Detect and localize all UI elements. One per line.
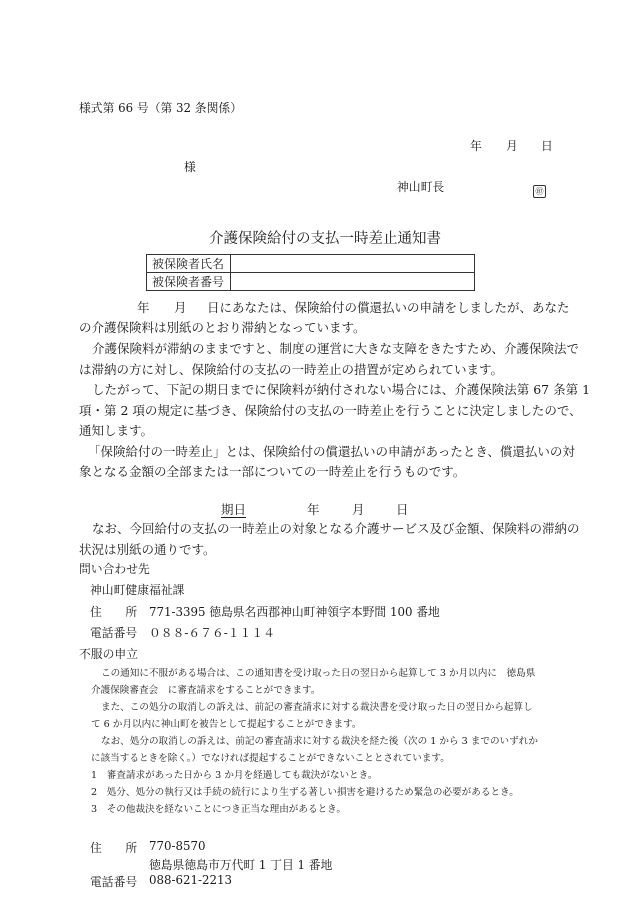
board-phone-label: 電話番号: [90, 875, 138, 889]
appeal-heading: 不服の申立: [79, 647, 138, 661]
document-title: 介護保険給付の支払一時差止通知書: [209, 231, 441, 247]
body-p1-line2: の介護保険料は別紙のとおり滞納となっています。: [79, 320, 366, 335]
appeal-line3: また、この処分の取消しの訴えは、前記の審査請求に対する裁決書を受け取った日の翌日から起算し: [101, 702, 533, 713]
body-p1-month: 月: [174, 300, 187, 315]
due-date-day: 日: [396, 502, 409, 517]
body-p2-line2: は滞納の方に対し、保険給付の支払の一時差止の措置が定められています。: [79, 362, 504, 377]
table-row: [147, 255, 475, 273]
insured-person-table: [146, 254, 475, 291]
appeal-line6: に該当するときを除く。）でなければ提起することができないこととされています。: [91, 753, 450, 764]
seal-icon: ㊞: [533, 179, 546, 198]
body-p1-year: 年: [137, 300, 150, 315]
note-line2: 状況は別紙の通りです。: [79, 542, 216, 557]
contact-phone-label: 電話番号: [90, 626, 138, 640]
body-p3-line1: したがって、下記の期日までに保険料が納付されない場合には、介護保険法第 67 条第 1: [92, 382, 591, 397]
table-row: [147, 273, 475, 291]
appeal-line2: 介護保険審査会 に審査請求をすることができます。: [91, 685, 321, 696]
contact-address: 771-3395 徳島県名西郡神山町神領字本野間 100 番地: [149, 605, 440, 619]
board-postal: 770-8570: [149, 839, 206, 853]
appeal-line5: なお、処分の取消しの訴えは、前記の審査請求に対する裁決を経た後（次の 1 から 3 までのいずれか: [101, 736, 538, 747]
contact-heading: 問い合わせ先: [79, 562, 150, 576]
contact-phone: ０８８-６７６-１１１４: [149, 626, 275, 640]
due-date-label: 期日: [221, 502, 247, 517]
body-p3-line2: 項・第 2 項の規定に基づき、保険給付の支払の一時差止を行うことに決定しましたので、: [79, 403, 582, 418]
date-year: 年: [470, 139, 482, 153]
insured-number-value: [231, 273, 475, 291]
issuer-name: 神山町長: [397, 180, 445, 194]
insured-name-value: [231, 255, 475, 273]
appeal-line4: て 6 か月以内に神山町を被告として提起することができます。: [91, 719, 362, 730]
due-date-year: 年: [307, 502, 320, 517]
board-phone: 088-621-2213: [149, 873, 233, 887]
insured-number-label: 被保険者番号: [147, 273, 231, 291]
contact-dept: 神山町健康福祉課: [90, 583, 185, 597]
due-date: [221, 500, 407, 518]
date-month: 月: [506, 139, 518, 153]
insured-name-label: 被保険者氏名: [147, 255, 231, 273]
board-address-label: 住 所: [90, 841, 138, 855]
date-day: 日: [541, 139, 553, 153]
due-date-month: 月: [352, 502, 365, 517]
body-p1-line1: 日にあなたは、保険給付の償還払いの申請をしましたが、あなた: [207, 300, 570, 315]
appeal-item-3: 3 その他裁決を経ないことにつき正当な理由があるとき。: [91, 804, 346, 815]
appeal-item-2: 2 処分、処分の執行又は手続の続行により生ずる著しい損害を避けるため緊急の必要があるとき。: [91, 787, 519, 798]
note-line1: なお、今回給付の支払の一時差止の対象となる介護サービス及び金額、保険料の滞納の: [92, 521, 580, 536]
form-number: 様式第 66 号（第 32 条関係）: [79, 101, 242, 115]
appeal-line1: この通知に不服がある場合は、この通知書を受け取った日の翌日から起算して 3 か月以内に 徳島県: [101, 668, 536, 679]
board-address: 徳島県徳島市万代町 1 丁目 1 番地: [149, 858, 333, 872]
appeal-item-1: 1 審査請求があった日から 3 か月を経過しても裁決がないとき。: [91, 770, 378, 781]
body-p2-line1: 介護保険料が滞納のままですと、制度の運営に大きな支障をきたすため、介護保険法で: [92, 341, 580, 356]
addressee-suffix: 様: [184, 160, 196, 174]
body-p4-line2: 象となる金額の全部または一部についての一時差止を行うものです。: [79, 464, 466, 479]
body-p4-line1: 「保険給付の一時差止」とは、保険給付の償還払いの申請があったとき、償還払いの対: [88, 444, 575, 459]
body-p3-line3: 通知します。: [79, 423, 154, 438]
contact-address-label: 住 所: [90, 605, 138, 619]
